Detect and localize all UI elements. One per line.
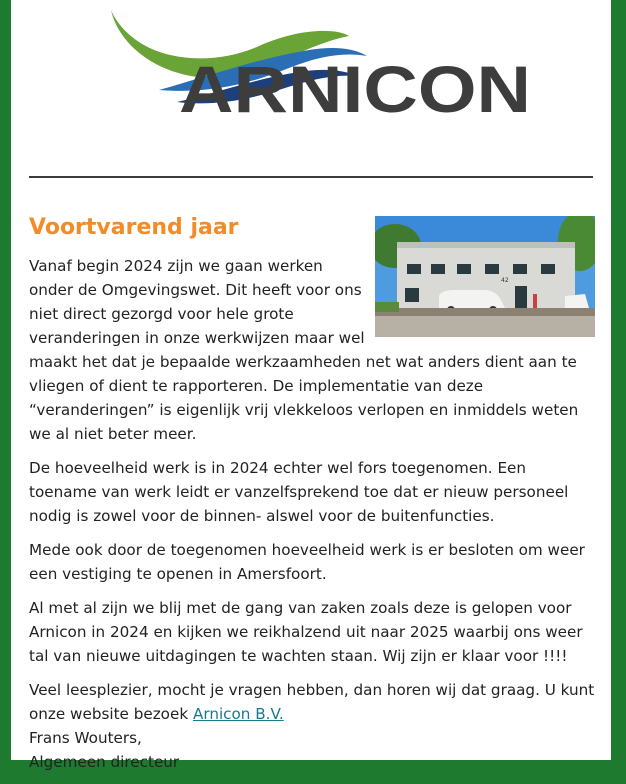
- arnicon-logo: [99, 6, 531, 116]
- office-building-photo: [375, 216, 595, 337]
- building-number: 42: [501, 277, 509, 284]
- website-link[interactable]: Arnicon B.V.: [192, 705, 284, 723]
- signature-title: Algemeen directeur: [29, 753, 180, 771]
- article-title: Voortvarend jaar: [29, 215, 239, 240]
- article-body: [29, 212, 595, 784]
- signature-name: Frans Wouters,: [29, 729, 142, 747]
- logo-text: ARNICON: [179, 52, 531, 116]
- paragraph-workload: De hoeveelheid werk is in 2024 echter wel fors toegenomen. Een toename van werk leidt er vanzelfsprekend toe dat er nieuw personeel nodig is zowel voor de binnen- alswel voor de buitenfuncties.: [29, 459, 569, 525]
- closing-text: Veel leesplezier, mocht je vragen hebben, dan horen wij dat graag. U kunt onze website bezoek: [29, 681, 595, 723]
- paragraph-outlook: Al met al zijn we blij met de gang van zaken zoals deze is gelopen voor Arnicon in 2024 en kijken we reikhalzend uit naar 2025 waarbij ons weer tal van nieuwe uitdagingen te wachten staan. Wij zijn er klaar voor !!!!: [29, 599, 583, 665]
- header-divider: [29, 176, 593, 178]
- paragraph-intro: Vanaf begin 2024 zijn we gaan werken onder de Omgevingswet. Dit heeft voor ons niet direct gezorgd voor hele grote veranderingen in onze werkwijzen maar wel maakt het dat je bepaalde werkzaamheden net wat anders dient aan te vliegen of dient te rapporteren. De implementatie van deze “veranderingen” is eigenlijk vrij vlekkeloos verlopen en inmiddels weten we al niet beter meer.: [29, 257, 579, 443]
- newsletter-page: [11, 0, 611, 771]
- paragraph-amersfoort: Mede ook door de toegenomen hoeveelheid werk is er besloten om weer een vestiging te openen in Amersfoort.: [29, 541, 585, 583]
